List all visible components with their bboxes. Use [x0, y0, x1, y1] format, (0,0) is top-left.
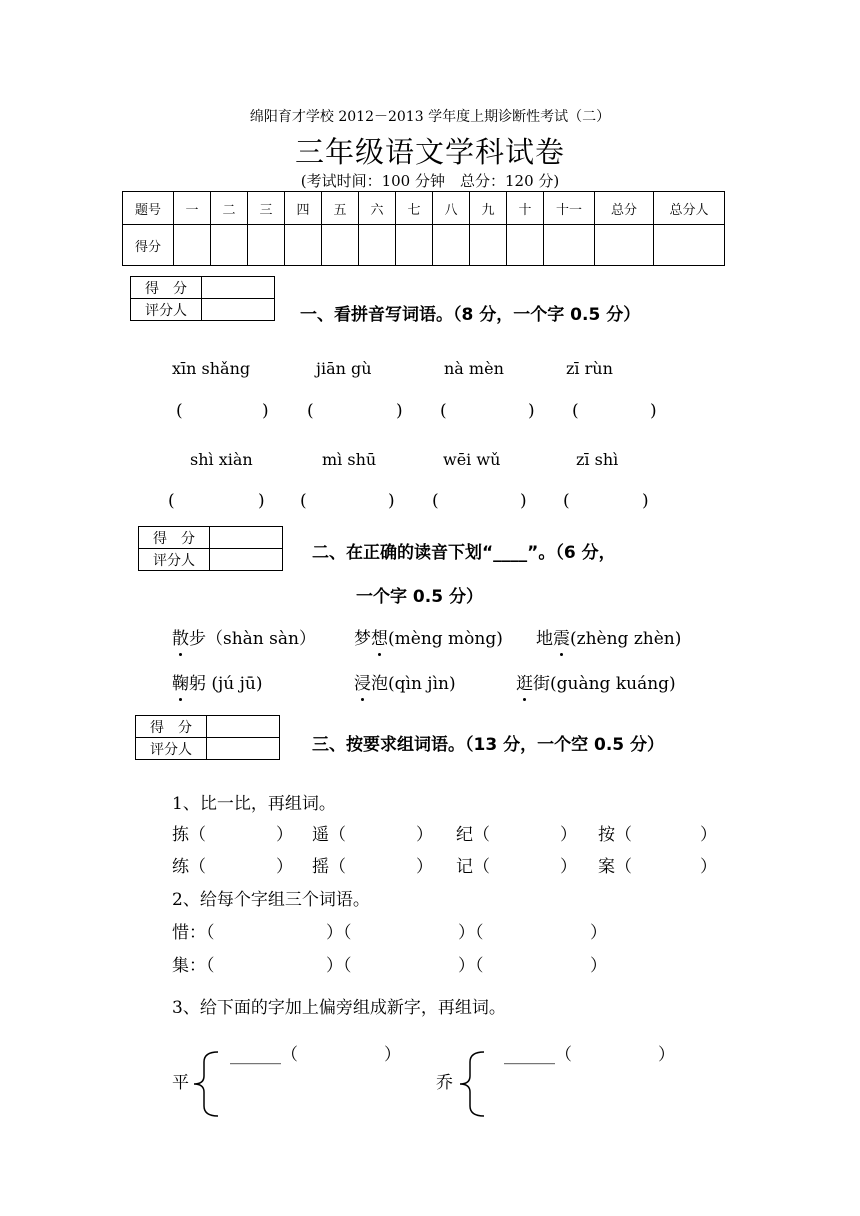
- score-cell[interactable]: [470, 225, 507, 266]
- pinyin: zī shì: [576, 450, 619, 469]
- compare-char: 遥（: [312, 825, 346, 845]
- paren-close: ）: [700, 857, 717, 877]
- paren-close: ）: [276, 825, 293, 845]
- reading-item: [172, 624, 316, 649]
- dotted-char: 逛: [516, 669, 533, 694]
- compare-char: 练（: [172, 857, 206, 877]
- dotted-char: 浸: [354, 669, 371, 694]
- question-3-3: 3、给下面的字加上偏旁组成新字，再组词。: [172, 998, 506, 1018]
- answer-paren-open: (: [432, 491, 439, 511]
- paren-pair: ）（: [458, 956, 484, 976]
- reading-item: [536, 624, 681, 649]
- grader-box-2: [138, 526, 283, 571]
- grader-score-cell[interactable]: [202, 277, 275, 299]
- answer-paren-close: ): [262, 401, 269, 421]
- score-cell[interactable]: [359, 225, 396, 266]
- reading-item-text: 泡(qìn jìn): [371, 674, 456, 694]
- paren-close: ）: [560, 825, 577, 845]
- answer-paren-close: ): [258, 491, 265, 511]
- compare-char: 按（: [598, 825, 632, 845]
- pinyin: xīn shǎng: [172, 359, 251, 378]
- reading-item: [354, 669, 456, 694]
- score-table-header: 二: [211, 192, 248, 225]
- compare-char: 拣（: [172, 825, 206, 845]
- score-table-header: 总分: [595, 192, 654, 225]
- score-row-label: 得分: [123, 225, 174, 266]
- section2-heading-line2: 一个字 0.5 分）: [356, 587, 483, 607]
- answer-paren-close: ): [388, 491, 395, 511]
- grader-score-label: 得 分: [131, 277, 202, 299]
- grader-name-cell[interactable]: [207, 738, 280, 760]
- paren-pair: ）（: [326, 956, 352, 976]
- base-char: 平: [172, 1073, 189, 1093]
- reading-item-text: 街(guàng kuáng): [533, 674, 676, 694]
- answer-paren-close: ): [520, 491, 527, 511]
- paren-close: ）: [560, 857, 577, 877]
- reading-item-text: 躬 (jú jū): [189, 674, 263, 694]
- grader-box-1: [130, 276, 275, 321]
- section2-heading-line1: 二、在正确的读音下划“____”。（6 分，: [312, 543, 616, 563]
- pinyin: shì xiàn: [190, 450, 253, 469]
- dotted-char: 散: [172, 624, 189, 649]
- score-cell[interactable]: [396, 225, 433, 266]
- grader-name-label: 评分人: [136, 738, 207, 760]
- paren-close: ）: [700, 825, 717, 845]
- radical-blank: ______（: [504, 1045, 572, 1065]
- score-cell[interactable]: [322, 225, 359, 266]
- answer-paren-open: (: [572, 401, 579, 421]
- reading-item-text: (zhèng zhèn): [570, 629, 682, 649]
- section1-heading: 一、看拼音写词语。（8 分，一个字 0.5 分）: [300, 305, 641, 325]
- score-cell[interactable]: [595, 225, 654, 266]
- radical-blank: ______（: [230, 1045, 298, 1065]
- reading-item: [354, 624, 503, 649]
- dotted-char: 震: [553, 624, 570, 649]
- score-table-header: 题号: [123, 192, 174, 225]
- paren-pair: ）（: [458, 923, 484, 943]
- answer-paren-open: (: [440, 401, 447, 421]
- score-cell[interactable]: [507, 225, 544, 266]
- grader-name-cell[interactable]: [210, 549, 283, 571]
- score-table-header: 七: [396, 192, 433, 225]
- dotted-char: 鞠: [172, 669, 189, 694]
- compare-char: 案（: [598, 857, 632, 877]
- pinyin: nà mèn: [444, 359, 504, 378]
- question-3-1: 1、比一比，再组词。: [172, 794, 336, 814]
- score-cell[interactable]: [654, 225, 725, 266]
- pinyin: mì shū: [322, 450, 377, 469]
- score-table: [122, 191, 725, 266]
- reading-item-prefix: 地: [536, 629, 553, 649]
- answer-paren-open: (: [563, 491, 570, 511]
- grader-name-cell[interactable]: [202, 299, 275, 321]
- question-3-2: 2、给每个字组三个词语。: [172, 890, 370, 910]
- paren-close: ）: [590, 923, 607, 943]
- answer-paren-open: (: [300, 491, 307, 511]
- score-table-header: 三: [248, 192, 285, 225]
- grader-score-label: 得 分: [139, 527, 210, 549]
- score-table-header: 总分人: [654, 192, 725, 225]
- pinyin: wēi wǔ: [443, 450, 501, 469]
- score-cell[interactable]: [433, 225, 470, 266]
- score-cell[interactable]: [544, 225, 595, 266]
- exam-subtitle: 绵阳育才学校 2012－2013 学年度上期诊断性考试（二）: [249, 109, 611, 125]
- answer-paren-close: ): [528, 401, 535, 421]
- dotted-char: 想: [371, 624, 388, 649]
- paren-pair: ）（: [326, 923, 352, 943]
- left-brace-icon: [192, 1050, 222, 1118]
- score-cell[interactable]: [285, 225, 322, 266]
- word-char: 集：（: [172, 956, 215, 976]
- paren-close: ）: [276, 857, 293, 877]
- section3-heading: 三、按要求组词语。（13 分，一个空 0.5 分）: [312, 735, 665, 755]
- word-char: 惜：（: [172, 923, 215, 943]
- grader-box-3: [135, 715, 280, 760]
- pinyin: jiān gù: [316, 359, 372, 378]
- compare-char: 摇（: [312, 857, 346, 877]
- answer-paren-open: (: [168, 491, 175, 511]
- reading-item-text: 步（shàn sàn）: [189, 629, 316, 649]
- answer-paren-close: ): [642, 491, 649, 511]
- reading-item: [516, 669, 676, 694]
- score-table-header: 四: [285, 192, 322, 225]
- score-cell[interactable]: [211, 225, 248, 266]
- answer-paren-open: (: [176, 401, 183, 421]
- reading-item-prefix: 梦: [354, 629, 371, 649]
- compare-char: 纪（: [456, 825, 490, 845]
- answer-paren-open: (: [307, 401, 314, 421]
- exam-title: 三年级语文学科试卷: [294, 135, 565, 169]
- answer-paren-close: ): [650, 401, 657, 421]
- paren-close: ）: [384, 1045, 401, 1065]
- left-brace-icon: [458, 1050, 488, 1118]
- compare-char: 记（: [456, 857, 490, 877]
- score-table-header: 十一: [544, 192, 595, 225]
- score-cell[interactable]: [248, 225, 285, 266]
- score-table-header: 八: [433, 192, 470, 225]
- reading-item-text: (mèng mòng): [388, 629, 503, 649]
- paren-close: ）: [416, 825, 433, 845]
- paren-close: ）: [658, 1045, 675, 1065]
- grader-name-label: 评分人: [139, 549, 210, 571]
- grader-score-cell[interactable]: [207, 716, 280, 738]
- grader-name-label: 评分人: [131, 299, 202, 321]
- answer-paren-close: ): [396, 401, 403, 421]
- score-table-header: 九: [470, 192, 507, 225]
- reading-item: [172, 669, 263, 694]
- exam-info: (考试时间：100 分钟 总分：120 分): [300, 172, 560, 190]
- score-cell[interactable]: [174, 225, 211, 266]
- score-table-header: 六: [359, 192, 396, 225]
- base-char: 乔: [436, 1073, 453, 1093]
- score-table-header: 五: [322, 192, 359, 225]
- paren-close: ）: [416, 857, 433, 877]
- paren-close: ）: [590, 956, 607, 976]
- grader-score-label: 得 分: [136, 716, 207, 738]
- score-table-header: 一: [174, 192, 211, 225]
- pinyin: zī rùn: [566, 359, 613, 378]
- score-table-header: 十: [507, 192, 544, 225]
- grader-score-cell[interactable]: [210, 527, 283, 549]
